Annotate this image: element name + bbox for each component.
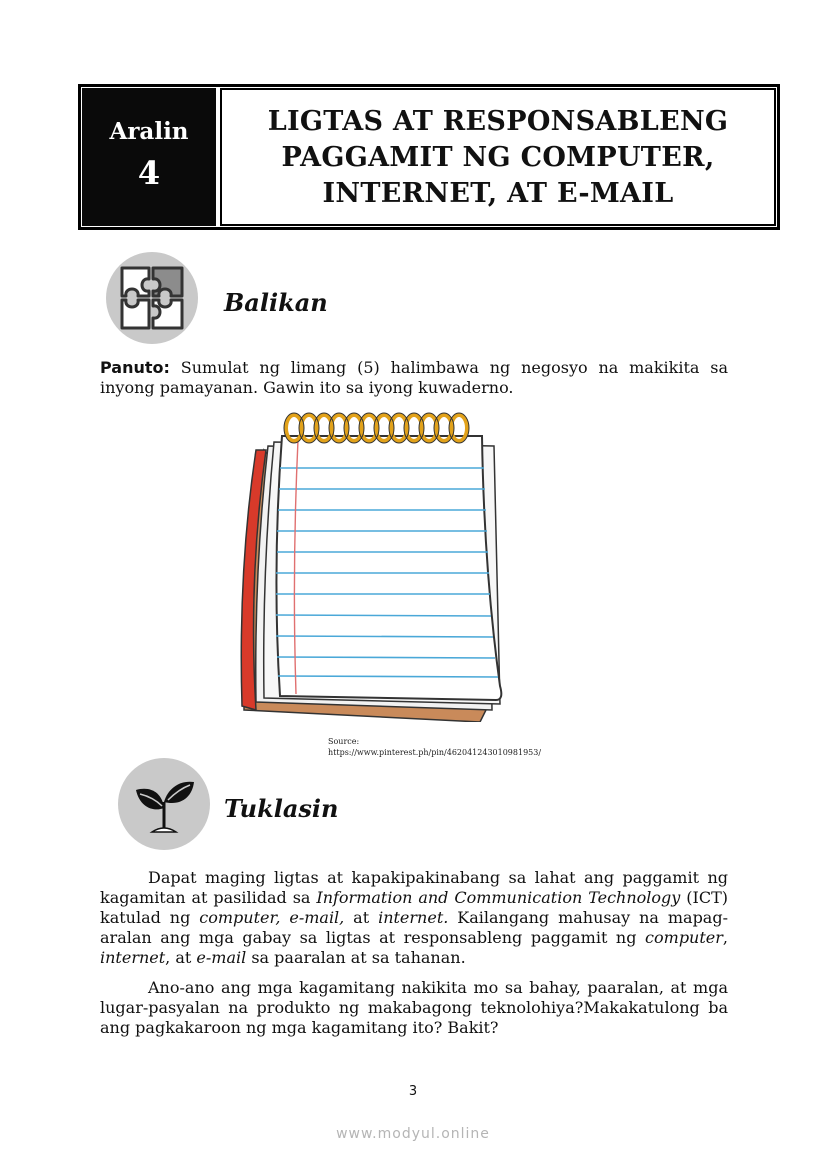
italic-term: internet — [100, 948, 166, 967]
italic-term: internet. — [378, 908, 449, 927]
instruction-paragraph — [100, 358, 728, 398]
italic-term: e-mail — [196, 948, 247, 967]
text-run: Ano-ano ang mga kagamitang nakikita mo sa bahay, paaralan, at mga lugar-pasyalan na produkto ng makabagong teknolohiya?Makakatulong ba ang pagkakaroon ng mga kagamitang ito? Bakit? — [100, 978, 728, 1037]
lesson-title-line-2: PAGGAMIT NG COMPUTER, — [281, 142, 715, 173]
text-run: , — [722, 928, 728, 947]
italic-term: computer — [645, 928, 723, 947]
text-run: (ICT) katulad ng — [100, 888, 728, 927]
tuklasin-paragraph-1 — [100, 868, 728, 968]
lesson-title-line-1: LIGTAS AT RESPONSABLENG — [267, 106, 729, 137]
image-source-label: Source: — [328, 737, 360, 746]
italic-term: computer, e-mail, — [199, 908, 345, 927]
text-run: sa paaralan at sa tahanan. — [246, 948, 466, 967]
instruction-label: Panuto: — [100, 358, 170, 377]
instruction-text: Sumulat ng limang (5) halimbawa ng negosyo na makikita sa inyong pamayanan. Gawin ito sa iyong kuwaderno. — [100, 358, 729, 397]
lesson-title — [222, 104, 774, 212]
image-source — [328, 736, 541, 758]
tuklasin-paragraph-2 — [100, 978, 728, 1038]
section-heading-balikan: Balikan — [224, 288, 328, 317]
italic-term: Information and Communication Technology — [316, 888, 681, 907]
text-run: , at — [165, 948, 197, 967]
sprout-icon — [118, 758, 210, 850]
lesson-number: 4 — [137, 154, 161, 192]
lesson-label: Aralin — [109, 118, 189, 145]
puzzle-icon — [106, 252, 198, 344]
watermark: www.modyul.online — [336, 1126, 490, 1142]
image-source-url: https://www.pinterest.ph/pin/462041243010981953/ — [328, 748, 542, 757]
text-run: at — [344, 908, 379, 927]
page-number: 3 — [408, 1084, 418, 1099]
text-run: Kailangang mahusay na mapag-aralan ang mga gabay sa ligtas at responsableng paggamit ng — [100, 908, 728, 947]
section-heading-tuklasin: Tuklasin — [224, 794, 339, 823]
spiral-notebook-image — [234, 410, 516, 722]
text-run: Dapat maging ligtas at kapakipakinabang sa lahat ang paggamit ng kagamitan at pasilidad sa — [100, 868, 728, 907]
lesson-title-line-3: INTERNET, AT E-MAIL — [322, 178, 674, 209]
